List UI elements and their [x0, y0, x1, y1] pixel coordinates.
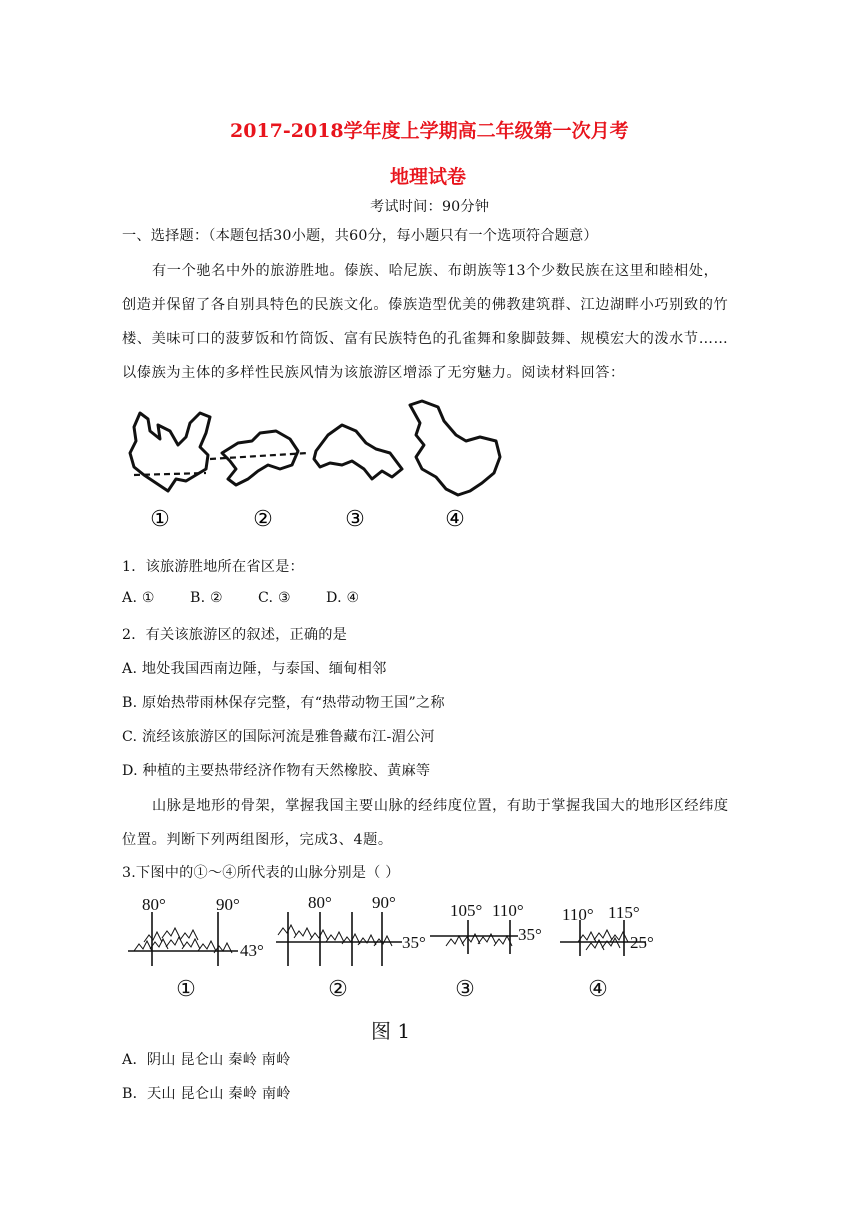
latitude-label: 35° — [518, 925, 542, 944]
province-outline-4 — [410, 401, 500, 495]
q3-option-b: B．天山 昆仑山 秦岭 南岭 — [122, 1086, 291, 1102]
province-label: ④ — [445, 506, 465, 531]
province-label: ③ — [345, 506, 365, 531]
exam-time: 考试时间：90分钟 — [370, 199, 490, 215]
q1-option-b: B. ② — [190, 590, 223, 606]
province-label: ② — [253, 506, 273, 531]
passage-2-line: 山脉是地形的骨架，掌握我国主要山脉的经纬度位置，有助于掌握我国大的地形区经纬度 — [152, 798, 729, 814]
exam-title: 2017-2018学年度上学期高二年级第一次月考 — [230, 120, 629, 142]
q1-option-d: D. ④ — [326, 590, 360, 606]
q2-option-b: B. 原始热带雨林保存完整，有“热带动物王国”之称 — [122, 695, 445, 711]
question-1-stem: 1．该旅游胜地所在省区是： — [122, 559, 304, 575]
longitude-label: 110° — [492, 901, 524, 920]
q1-option-c: C. ③ — [258, 590, 291, 606]
longitude-label: 90° — [372, 893, 396, 912]
passage-2-line: 位置。判断下列两组图形，完成3、4题。 — [122, 832, 393, 848]
longitude-label: 80° — [142, 895, 166, 914]
q2-option-c: C. 流经该旅游区的国际河流是雅鲁藏布江-湄公河 — [122, 729, 435, 745]
question-2-stem: 2．有关该旅游区的叙述，正确的是 — [122, 627, 348, 643]
passage-line: 有一个驰名中外的旅游胜地。傣族、哈尼族、布朗族等13个少数民族在这里和睦相处， — [152, 263, 719, 279]
q2-option-a: A. 地处我国西南边陲，与泰国、缅甸相邻 — [122, 661, 387, 677]
panel-label: ④ — [588, 976, 608, 1001]
latitude-label: 35° — [402, 933, 426, 952]
longitude-label: 110° — [562, 905, 594, 924]
longitude-label: 80° — [308, 893, 332, 912]
province-outline-1 — [130, 413, 210, 491]
latitude-label: 25° — [630, 933, 654, 952]
province-outline-figure — [120, 395, 520, 535]
q3-option-a: A．阴山 昆仑山 秦岭 南岭 — [122, 1052, 291, 1068]
province-outline-3 — [314, 425, 402, 479]
question-3-stem: 3.下图中的①～④所代表的山脉分别是（ ） — [122, 865, 400, 881]
mountain-symbols-2 — [278, 925, 392, 946]
longitude-label: 115° — [608, 903, 640, 922]
panel-label: ② — [328, 976, 348, 1001]
mountain-figure — [120, 892, 680, 1004]
panel-label: ③ — [455, 976, 475, 1001]
longitude-label: 105° — [450, 901, 483, 920]
passage-line: 楼、美味可口的菠萝饭和竹筒饭、富有民族特色的孔雀舞和象脚鼓舞、规模宏大的泼水节…… — [122, 331, 729, 347]
province-label: ① — [150, 506, 170, 531]
passage-line: 以傣族为主体的多样性民族风情为该旅游区增添了无穷魅力。阅读材料回答： — [122, 365, 625, 381]
longitude-label: 90° — [216, 895, 240, 914]
latitude-label: 43° — [240, 941, 264, 960]
q2-option-d: D. 种植的主要热带经济作物有天然橡胶、黄麻等 — [122, 763, 431, 779]
figure-caption: 图 1 — [371, 1019, 411, 1043]
mountain-symbols-4 — [578, 930, 628, 950]
section-heading: 一、选择题：（本题包括30小题，共60分，每小题只有一个选项符合题意） — [122, 228, 598, 244]
passage-line: 创造并保留了各自别具特色的民族文化。傣族造型优美的佛教建筑群、江边湖畔小巧别致的竹 — [122, 297, 729, 313]
q1-option-a: A. ① — [122, 590, 155, 606]
exam-subtitle: 地理试卷 — [390, 166, 467, 188]
panel-label: ① — [176, 976, 196, 1001]
